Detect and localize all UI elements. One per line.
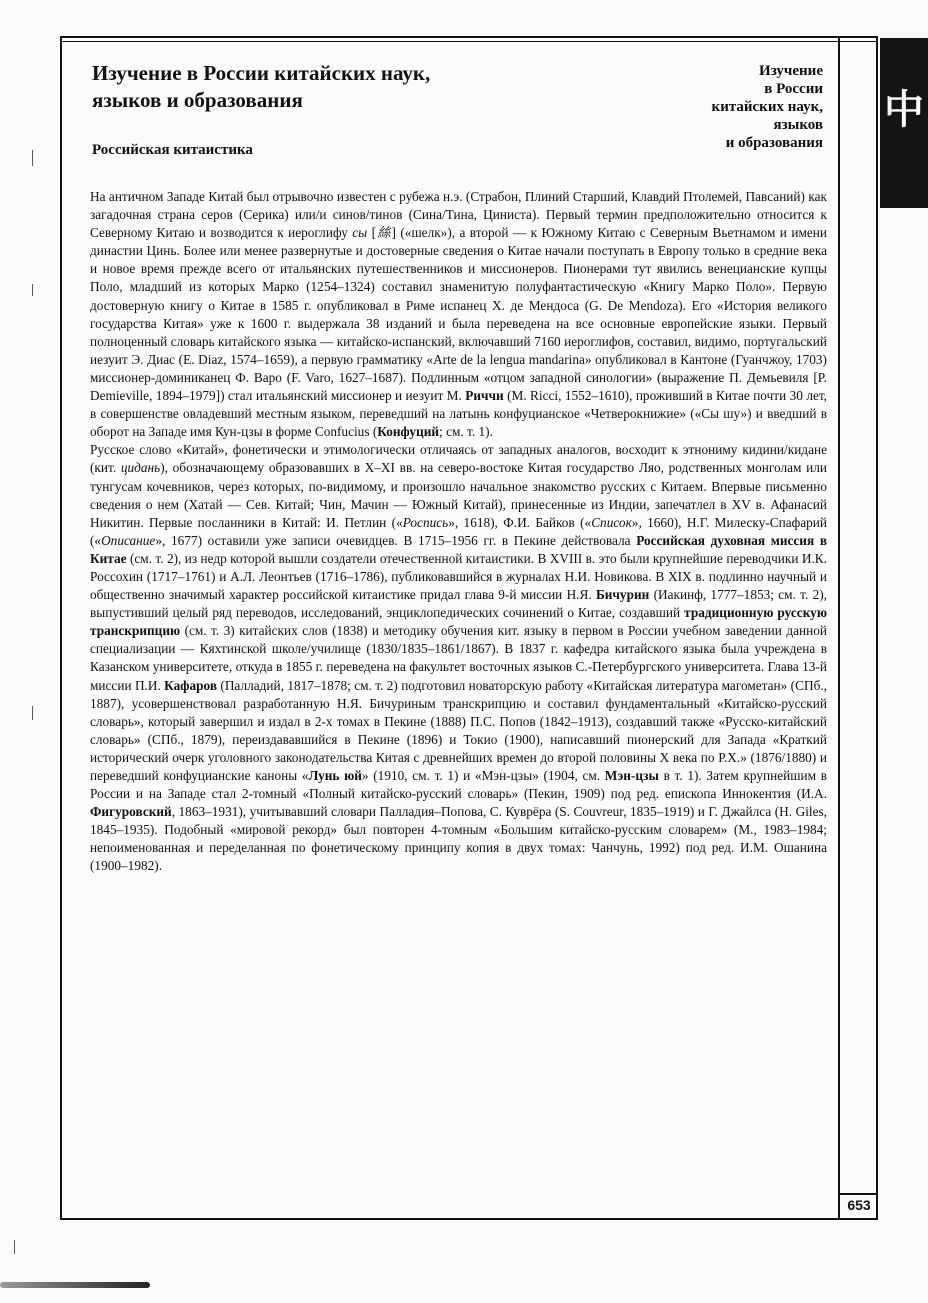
text-run: (см. т. 2), из недр которой вышли создатели отечественной китаистики. В XVIII в. это были крупнейшие переводчики И.К. Россохин (1717–1761) и А.Л. Леонтьев (1716–1786), публиковавшийся в журналах Н.И. Новикова. В XIX в. подлинно научный и общественно значимый характер российской китаистике придал глава 9-й миссии Н.Я. (90, 550, 827, 603)
text-run: (Иакинф, 1777–1853; см. т. 2), выпустивший целый ряд переводов, исследований, энциклопедических сочинений о Китае, создавший (90, 587, 827, 621)
text-run: (Палладий, 1817–1878; см. т. 2) подготовил новаторскую работу «Китайская литература магометан» (СПб., 1887), усовершенствовал разработанную Н.Я. Бичуриным транскрипцию и составил фундаментальный «Китайско-русский словарь», который завершил и издал в 2-х томах в Пекине (1888) П.С. Попов (1842–1913), создавший также «Русско-китайский словарь» (СПб., 1879), переиздававшийся в Пекине (1896) и Токио (1900), написавший пионерский для Запада «Краткий исторический очерк уголовного законодательства Китая с древнейших времен до второй половины X века по Р.Х.» (1876/1880) и переведший конфуцианские каноны « (90, 677, 827, 783)
italic-term: цидань (120, 460, 161, 476)
text-run: », 1677) оставили уже записи очевидцев. В 1715–1956 гг. в Пекине действовала (155, 532, 637, 548)
bold-term: Бичурин (595, 587, 650, 603)
text-run: [ (367, 225, 377, 241)
text-run: », 1618), Ф.И. Байков (« (448, 514, 592, 530)
bold-term: Риччи (465, 388, 504, 404)
italic-term: сы (352, 225, 368, 241)
scan-mark (14, 1240, 15, 1254)
paragraph (90, 441, 827, 875)
text-run: ] («шелк»), а второй — к Южному Китаю с Северным Вьетнамом и имени династии Цинь. Более или менее развернутые и достоверные сведения о Китае начали поступать в Европу только в средние века и новое время прежде всего от итальянских путешественников и миссионеров. Пионерами тут явились венецианские купцы Поло, младший из которых Марко (1254–1324) составил знаменитую полуфантастическую «Книгу Марко Поло». Первую достоверную книгу о Китае в 1585 г. опубликовал в Риме испанец Х. де Мендоса (G. De Mendoza). Его «История великого государства Китая» уже к 1600 г. выдержала 38 изданий и была переведена на все основные европейские языки. Первый полноценный словарь китайского языка — китайско-испанский, включавший 7160 иероглифов, составил, видимо, португальский иезуит Э. Диас (E. Diaz, 1574–1659), а первую грамматику «Arte de la lengua mandarina» опубликовал в Кантоне (Гуанчжоу, 1703) миссионер-доминиканец Ф. Варо (F. Varo, 1627–1687). Подлинным «отцом западной синологии» (выражение П. Демьевиля [P. Demieville, 1894–1979]) стал итальянский миссионер и иезуит М. (90, 225, 828, 404)
italic-term: Описание (101, 532, 156, 548)
text-run: На античном Западе Китай был отрывочно известен с рубежа н.э. (Страбон, Плиний Старший, Клавдий Птолемей, Павсаний) как загадочная страна серов (Серика) или/и синов/тинов (Сина/Тина, Циниста). Первый термин предположительно относится к Северному Китаю и возводится к иероглифу (90, 189, 827, 241)
top-rule (60, 41, 878, 42)
text-run: Русское слово «Китай», фонетически и этимологически отличаясь от западных аналогов, восходит к этнониму кидини/кидане (кит. (90, 442, 827, 476)
text-run: », 1660), Н.Г. Милеску-Спафарий (« (90, 514, 827, 548)
margin-rule (838, 36, 840, 1220)
bold-term: традиционную русскую транскрипцию (90, 605, 827, 639)
text-run: » (1910, см. т. 1) и «Мэн-цзы» (1904, см. (361, 768, 605, 783)
running-head-line: в России (764, 81, 823, 97)
running-head-line: языков (773, 117, 823, 133)
text-run: (см. т. 3) китайских слов (1838) и методику обучения кит. языку в первом в России учебном заведении данной специализации — Кяхтинской школе/училище (1830/1835–1861/1867). В 1837 г. кафедра китайского языка была учреждена в Казанском университете, откуда в 1855 г. переведена на факультет восточных языков С.-Петербургского университета. Глава 13-й миссии П.И. (90, 623, 827, 693)
title-line-1: Изучение в России китайских наук, (92, 61, 431, 85)
page-number: 653 (847, 1197, 871, 1213)
italic-term: Список (591, 514, 632, 530)
text-run: (M. Ricci, 1552–1610), проживший в Китае почти 30 лет, в совершенстве овладевший местным языком, переведший на латынь конфуцианское «Четверокнижие» («Сы шу») и введший в оборот на Западе имя Кун-цзы в форме Confucius ( (90, 388, 827, 440)
text-run: ), обозначающему образовавших в X–XI вв. на северо-востоке Китая государство Ляо, родственных монголам или тунгусам кочевников, через которых, по-видимому, и произошло начальное знакомство русских с Китаем. Впервые письменно сведения о нем (Хатай — Сев. Китай; Чин, Мачин — Южный Китай), принесенные из Индии, запечатлел в XV в. Афанасий Никитин. Первые посланники в Китай: И. Петлин (« (90, 460, 827, 530)
scan-mark (32, 284, 33, 296)
paragraph (90, 188, 827, 441)
text-run: в т. 1). Затем крупнейшим в России и на Западе стал 2-томный «Полный китайско-русский словарь» (Пекин, 1909) под ред. епископа Иннокентия (И.А. (90, 768, 827, 802)
bold-term: Российская духовная миссия в Китае (90, 532, 827, 566)
text-run: , 1863–1931), учитывавший словари Палладия–Попова, С. Куврёра (S. Couvreur, 1835–1919) и Г. Джайлса (H. Giles, 1845–1935). Подобный «мировой рекорд» был повторен 4-томным «Большим китайско-русским словарем» (М., 1983–1984; непоименованная и переделанная по фонетическому принципу копия в двух томах: Чанчунь, 1992) под ред. И.М. Ошанина (1900–1982). (90, 804, 827, 874)
running-head (603, 62, 823, 152)
bold-term: Кафаров (164, 677, 218, 693)
scan-smear (0, 1282, 150, 1288)
article-title (92, 60, 552, 114)
chapter-thumb-tab (880, 38, 928, 208)
bold-term: Фигуровский (90, 804, 172, 820)
scan-mark (32, 706, 33, 720)
bold-term: Лунь юй (308, 768, 362, 783)
scan-mark (32, 150, 33, 166)
bold-term: Конфуций (377, 424, 440, 440)
italic-term: Роспись (402, 514, 449, 530)
text-run: ; см. т. 1). (439, 424, 493, 440)
italic-term: 絲 (376, 225, 392, 241)
bold-term: Мэн-цзы (604, 768, 659, 783)
title-line-2: языков и образования (92, 88, 303, 112)
article-body (90, 188, 827, 876)
zhong-glyph-icon: 中 (884, 87, 924, 132)
running-head-line: и образования (725, 135, 823, 151)
running-head-line: Изучение (759, 63, 823, 79)
section-subtitle: Российская китаистика (92, 142, 253, 158)
running-head-line: китайских наук, (711, 99, 823, 115)
